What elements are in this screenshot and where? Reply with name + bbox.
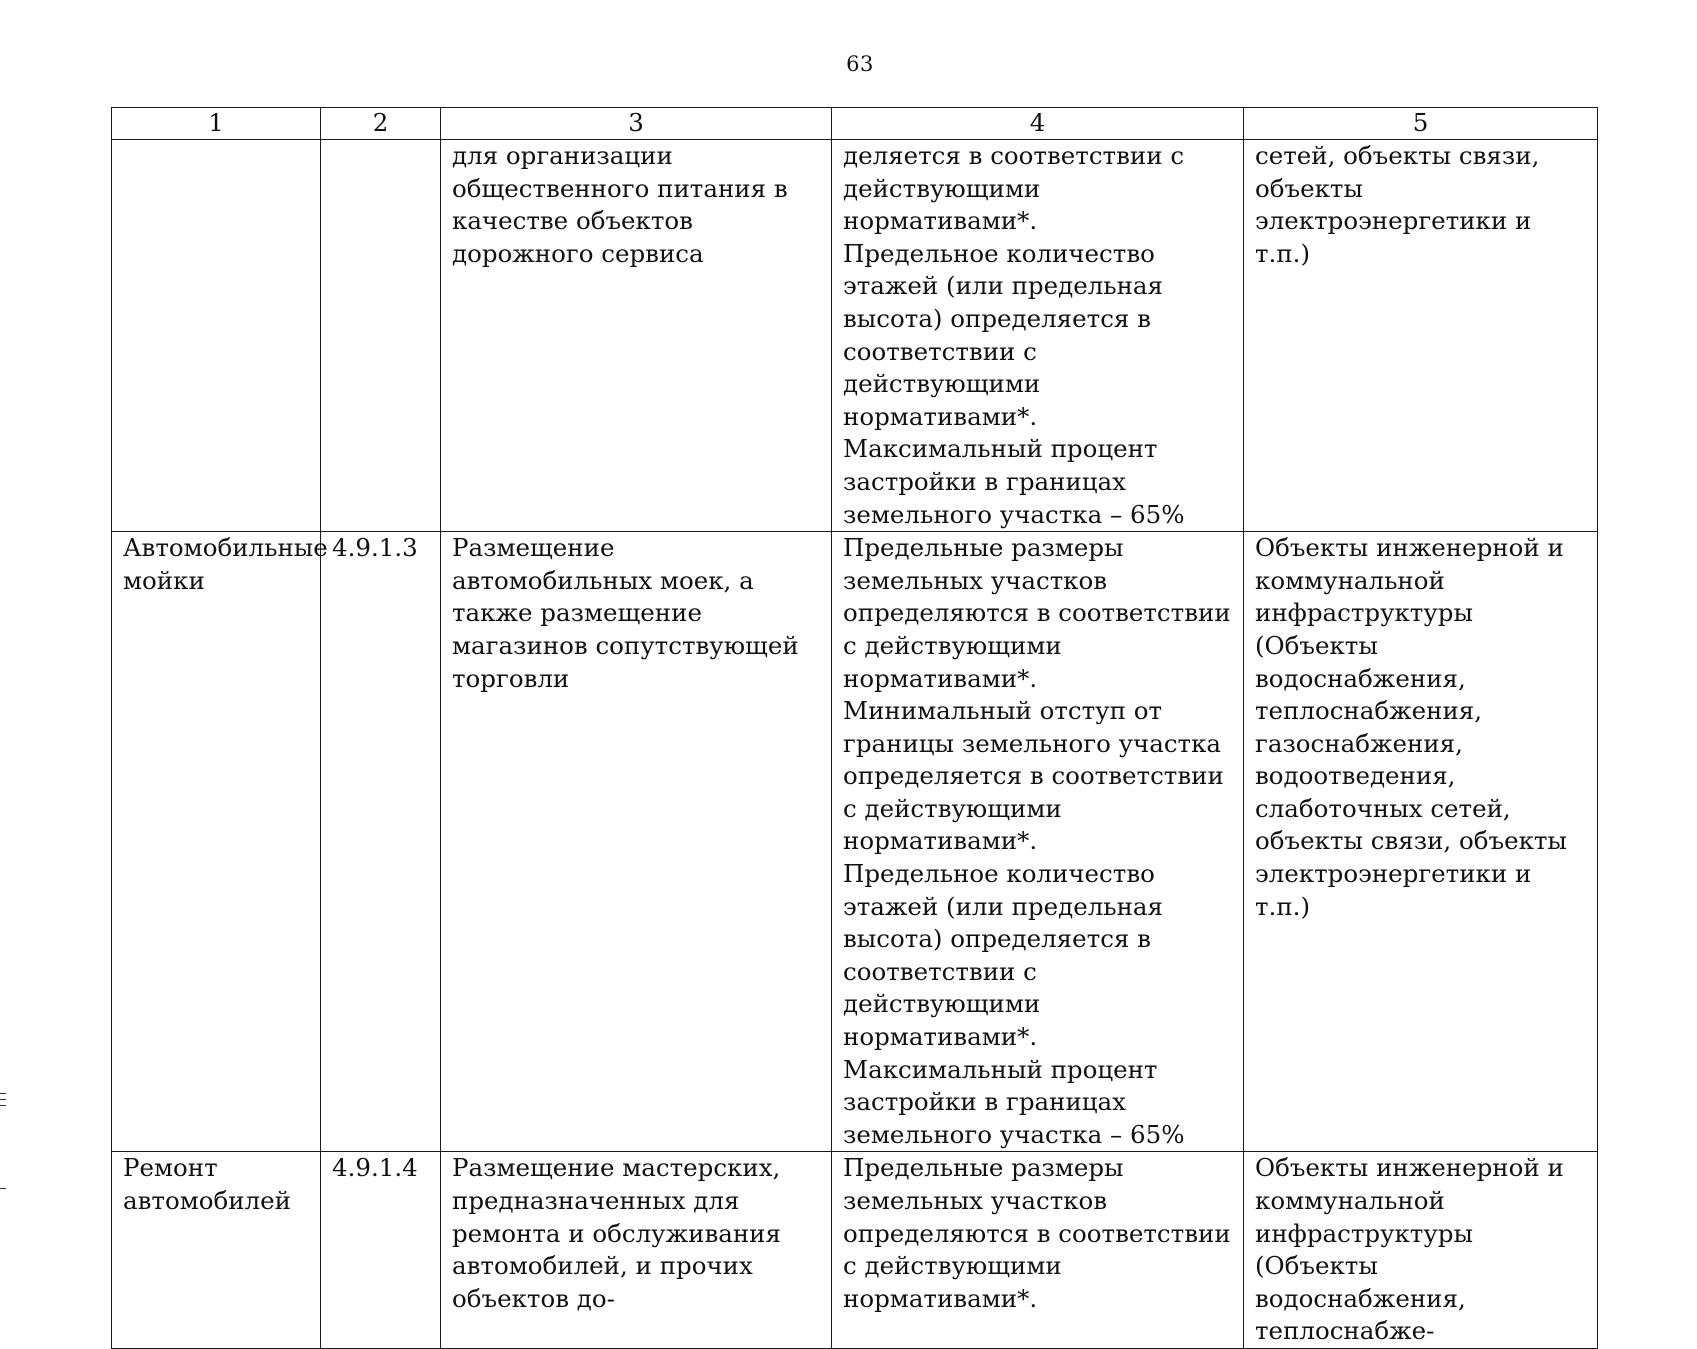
cell-description-text: Размещение мастерских, предназначенных для ремонта и обслуживания автомобилей, и прочих объектов до- (452, 1153, 781, 1313)
land-use-table (111, 107, 1598, 1349)
cell-parameters (832, 532, 1244, 1152)
table-row (112, 140, 1598, 532)
cell-parameters (832, 1152, 1244, 1349)
cell-objects-text: Объекты инженерной и коммунальной инфраструктуры (Объекты водоснабжения, теплоснабжения, газоснабжения, водоотведения, слаботочных сетей, объекты связи, объекты электроэнергетики и т.п.) (1255, 533, 1567, 921)
cell-description-text: для организации общественного питания в качестве объектов дорожного сервиса (452, 141, 788, 268)
cell-parameters-text: Предельные размеры земельных участков определяются в соответствии с действующими нормативами*. Минимальный отступ от границы земельного участка определяется в соответствии с действующими нормативами*. Предельное количество этажей (или предельная высота) определяется в соответствии с действующими нормативами*. Максимальный процент застройки в границах земельного участка – 65% (843, 533, 1231, 1149)
cell-code (321, 532, 441, 1152)
header-col-1: 1 (112, 108, 321, 140)
scan-edge-mark (0, 1188, 6, 1189)
cell-name (112, 532, 328, 1152)
scan-edge-mark (0, 1105, 6, 1106)
header-col-3: 3 (441, 108, 832, 140)
table-row (112, 532, 1598, 1152)
header-col-4: 4 (832, 108, 1244, 140)
scan-edge-mark (0, 1093, 6, 1094)
cell-description (441, 140, 832, 532)
cell-objects (1244, 1152, 1598, 1349)
cell-code-text: 4.9.1.4 (332, 1153, 418, 1183)
cell-objects-text: Объекты инженерной и коммунальной инфраструктуры (Объекты водоснабжения, теплоснабже- (1255, 1153, 1564, 1346)
header-col-2: 2 (321, 108, 441, 140)
header-row (112, 108, 1598, 140)
cell-description (441, 1152, 832, 1349)
scan-edge-mark (0, 1099, 6, 1100)
cell-code-text: 4.9.1.3 (332, 533, 418, 563)
cell-objects (1244, 140, 1598, 532)
cell-objects-text: сетей, объекты связи, объекты электроэнергетики и т.п.) (1255, 141, 1540, 268)
cell-description (441, 532, 832, 1152)
cell-parameters-text: деляется в соответствии с действующими нормативами*. Предельное количество этажей (или предельная высота) определяется в соответствии с действующими нормативами*. Максимальный процент застройки в границах земельного участка – 65% (843, 141, 1185, 529)
cell-name (112, 1152, 321, 1349)
cell-code (321, 140, 441, 532)
cell-parameters (832, 140, 1244, 532)
cell-code (321, 1152, 441, 1349)
table-row (112, 1152, 1598, 1349)
cell-objects (1244, 532, 1598, 1152)
cell-parameters-text: Предельные размеры земельных участков определяются в соответствии с действующими нормативами*. (843, 1153, 1231, 1313)
page-number: 63 (846, 52, 874, 76)
cell-name (112, 140, 321, 532)
header-col-5: 5 (1244, 108, 1598, 140)
cell-name-text: Автомобильные мойки (123, 533, 328, 595)
cell-description-text: Размещение автомобильных моек, а также размещение магазинов сопутствующей торговли (452, 533, 799, 693)
cell-name-text: Ремонт автомобилей (123, 1153, 291, 1215)
